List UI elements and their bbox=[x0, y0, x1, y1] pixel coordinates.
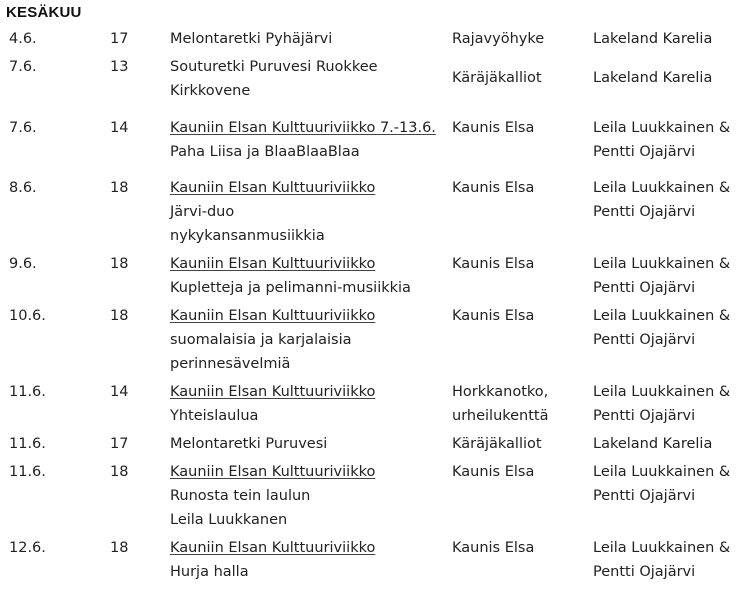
event-description bbox=[170, 380, 375, 428]
event-place bbox=[452, 460, 534, 484]
place-line: Kaunis Elsa bbox=[452, 464, 535, 480]
event-date: 12.6. bbox=[9, 540, 46, 556]
event-line: Kupletteja ja pelimanni-musiikkia bbox=[170, 280, 411, 296]
place-line: urheilukenttä bbox=[452, 408, 549, 424]
organizer-line: Pentti Ojajärvi bbox=[593, 564, 696, 580]
event-place bbox=[452, 252, 534, 276]
event-line: Kirkkovene bbox=[170, 83, 251, 99]
event-date: 4.6. bbox=[9, 31, 37, 47]
event-description bbox=[170, 55, 378, 103]
event-series-link[interactable]: Kauniin Elsan Kulttuuriviikko bbox=[170, 308, 376, 324]
place-line: Käräjäkalliot bbox=[452, 70, 542, 86]
organizer-line: Lakeland Karelia bbox=[593, 31, 713, 47]
event-series-link[interactable]: Kauniin Elsan Kulttuuriviikko bbox=[170, 540, 376, 556]
event-place bbox=[452, 432, 542, 456]
event-time: 18 bbox=[110, 180, 129, 196]
organizer-line: Leila Luukkainen & bbox=[593, 540, 731, 556]
event-date: 11.6. bbox=[9, 436, 46, 452]
event-line: Runosta tein laulun bbox=[170, 488, 311, 504]
event-organizer bbox=[593, 380, 730, 428]
organizer-line: Pentti Ojajärvi bbox=[593, 144, 696, 160]
event-date: 10.6. bbox=[9, 308, 46, 324]
event-line: Hurja halla bbox=[170, 564, 249, 580]
place-line: Kaunis Elsa bbox=[452, 120, 535, 136]
organizer-line: Pentti Ojajärvi bbox=[593, 280, 696, 296]
event-time: 17 bbox=[110, 436, 129, 452]
organizer-line: Leila Luukkainen & bbox=[593, 180, 731, 196]
place-line: Käräjäkalliot bbox=[452, 436, 542, 452]
place-line: Kaunis Elsa bbox=[452, 180, 535, 196]
organizer-line: Leila Luukkainen & bbox=[593, 384, 731, 400]
organizer-line: Pentti Ojajärvi bbox=[593, 204, 696, 220]
event-organizer bbox=[593, 432, 712, 456]
event-time: 18 bbox=[110, 256, 129, 272]
event-line: perinnesävelmiä bbox=[170, 356, 291, 372]
event-time: 17 bbox=[110, 31, 129, 47]
event-line: Järvi-duo bbox=[170, 204, 235, 220]
event-organizer bbox=[593, 460, 730, 508]
event-line: Paha Liisa ja BlaaBlaaBlaa bbox=[170, 144, 360, 160]
event-description bbox=[170, 460, 375, 532]
event-time: 18 bbox=[110, 464, 129, 480]
event-organizer bbox=[593, 116, 730, 164]
event-place bbox=[452, 176, 534, 200]
event-place bbox=[452, 380, 549, 428]
event-series-link[interactable]: Kauniin Elsan Kulttuuriviikko bbox=[170, 256, 376, 272]
event-description bbox=[170, 304, 375, 376]
event-description bbox=[170, 432, 327, 456]
event-place bbox=[452, 116, 534, 140]
place-line: Rajavyöhyke bbox=[452, 31, 545, 47]
event-description bbox=[170, 176, 375, 248]
place-line: Kaunis Elsa bbox=[452, 308, 535, 324]
event-series-link[interactable]: Kauniin Elsan Kulttuuriviikko bbox=[170, 384, 376, 400]
event-date: 7.6. bbox=[9, 59, 37, 75]
event-organizer bbox=[593, 536, 730, 584]
organizer-line: Leila Luukkainen & bbox=[593, 464, 731, 480]
organizer-line: Leila Luukkainen & bbox=[593, 256, 731, 272]
event-line: Melontaretki Pyhäjärvi bbox=[170, 31, 333, 47]
event-place bbox=[452, 536, 534, 560]
event-series-link[interactable]: Kauniin Elsan Kulttuuriviikko bbox=[170, 464, 376, 480]
organizer-line: Leila Luukkainen & bbox=[593, 308, 731, 324]
event-description bbox=[170, 27, 332, 51]
organizer-line: Leila Luukkainen & bbox=[593, 120, 731, 136]
event-line: suomalaisia ja karjalaisia bbox=[170, 332, 352, 348]
event-time: 18 bbox=[110, 540, 129, 556]
event-line: Leila Luukkanen bbox=[170, 512, 288, 528]
event-date: 8.6. bbox=[9, 180, 37, 196]
organizer-line: Lakeland Karelia bbox=[593, 70, 713, 86]
event-series-link[interactable]: Kauniin Elsan Kulttuuriviikko bbox=[170, 180, 376, 196]
event-time: 14 bbox=[110, 120, 129, 136]
event-line: nykykansanmusiikkia bbox=[170, 228, 325, 244]
event-organizer bbox=[593, 252, 730, 300]
event-series-link[interactable]: Kauniin Elsan Kulttuuriviikko 7.-13.6. bbox=[170, 120, 436, 136]
event-organizer bbox=[593, 27, 712, 51]
event-date: 11.6. bbox=[9, 384, 46, 400]
event-time: 18 bbox=[110, 308, 129, 324]
event-line: Melontaretki Puruvesi bbox=[170, 436, 328, 452]
event-date: 11.6. bbox=[9, 464, 46, 480]
event-line: Yhteislaulua bbox=[170, 408, 259, 424]
organizer-line: Pentti Ojajärvi bbox=[593, 488, 696, 504]
event-line: Souturetki Puruvesi Ruokkee bbox=[170, 59, 378, 75]
place-line: Kaunis Elsa bbox=[452, 256, 535, 272]
event-place bbox=[452, 27, 544, 51]
event-date: 9.6. bbox=[9, 256, 37, 272]
event-date: 7.6. bbox=[9, 120, 37, 136]
event-organizer bbox=[593, 176, 730, 224]
organizer-line: Lakeland Karelia bbox=[593, 436, 713, 452]
place-line: Kaunis Elsa bbox=[452, 540, 535, 556]
event-organizer bbox=[593, 66, 712, 90]
place-line: Horkkanotko, bbox=[452, 384, 549, 400]
month-heading: KESÄKUU bbox=[6, 4, 82, 21]
organizer-line: Pentti Ojajärvi bbox=[593, 332, 696, 348]
event-place bbox=[452, 304, 534, 328]
event-time: 14 bbox=[110, 384, 129, 400]
event-organizer bbox=[593, 304, 730, 352]
event-description bbox=[170, 536, 375, 584]
organizer-line: Pentti Ojajärvi bbox=[593, 408, 696, 424]
event-time: 13 bbox=[110, 59, 129, 75]
event-description bbox=[170, 116, 436, 164]
event-place bbox=[452, 66, 542, 90]
event-description bbox=[170, 252, 411, 300]
